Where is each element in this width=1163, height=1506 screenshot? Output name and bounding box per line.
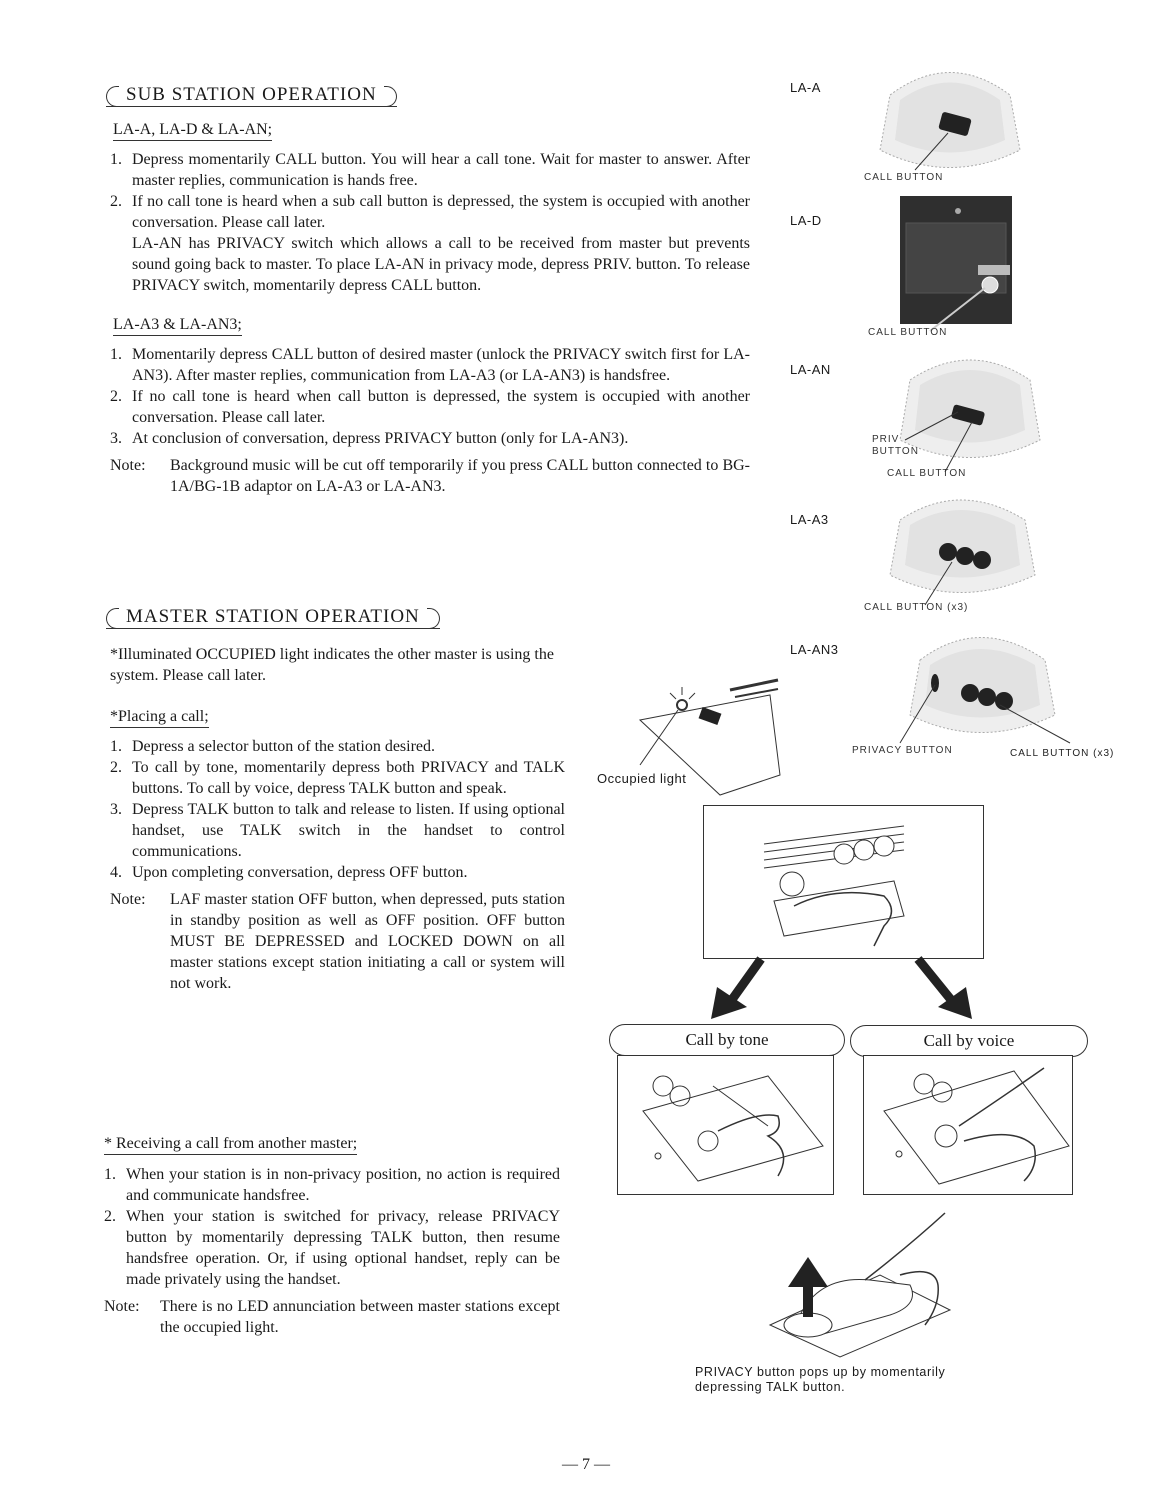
receiving-call-note — [104, 1296, 560, 1338]
sub-station-title-text: SUB STATION OPERATION — [126, 84, 377, 105]
hand-pressing-buttons-illustration — [704, 806, 983, 958]
placing-call-note — [110, 889, 565, 994]
list-item — [110, 344, 750, 386]
privacy-popup-caption-line2: depressing TALK button. — [695, 1380, 846, 1394]
receiving-call-heading: * Receiving a call from another master; — [104, 1135, 357, 1155]
la-d-call-button-caption: CALL BUTTON — [868, 327, 948, 338]
item-text: When your station is in non-privacy position, no action is required and communicate handsfree. — [126, 1166, 560, 1204]
la-an-priv-button-text: PRIV BUTTON — [872, 434, 919, 457]
note-label: Note: — [110, 457, 146, 474]
list-item — [104, 1206, 560, 1290]
item-text: When your station is switched for privacy, release PRIVACY button by momentarily depressing TALK button, then resume handsfree operation. Or, if using optional handset, reply can be made privately using the handset. — [126, 1208, 560, 1288]
la-an3-call-button-caption: CALL BUTTON (x3) — [1010, 748, 1115, 759]
note-text: There is no LED annunciation between master stations except the occupied light. — [160, 1298, 560, 1336]
model-label-la-a: LA-A — [790, 80, 821, 95]
press-buttons-figure-frame — [703, 805, 984, 959]
list-item — [110, 386, 750, 428]
item-number: 2. — [110, 759, 122, 776]
call-by-voice-hand-illustration — [864, 1056, 1072, 1194]
la-an-station-illustration — [860, 340, 1060, 480]
privacy-popup-caption-line1: PRIVACY button pops up by momentarily — [695, 1365, 946, 1379]
list-item — [110, 862, 565, 883]
sub-group1-heading: LA-A, LA-D & LA-AN; — [113, 121, 272, 141]
item-text: To call by tone, momentarily depress both PRIVACY and TALK buttons. To call by voice, depress TALK button and speak. — [132, 759, 565, 797]
call-by-tone-hand-illustration — [618, 1056, 833, 1194]
item-number: 3. — [110, 801, 122, 818]
list-item — [110, 191, 750, 233]
call-by-voice-label — [850, 1025, 1088, 1057]
la-an3-privacy-button-caption: PRIVACY BUTTON — [852, 745, 953, 756]
la-d-station-illustration — [870, 193, 1020, 328]
master-station-title-text: MASTER STATION OPERATION — [126, 606, 420, 627]
privacy-popup-caption — [695, 1365, 945, 1395]
receiving-call-body — [104, 1164, 560, 1338]
placing-call-heading: *Placing a call; — [110, 708, 209, 728]
sub-group1-body — [110, 149, 750, 296]
item-number: 2. — [110, 388, 122, 405]
la-an3-station-illustration — [880, 615, 1080, 755]
la-a3-call-button-caption: CALL BUTTON (x3) — [864, 602, 969, 613]
arrow-to-call-by-voice — [910, 955, 980, 1025]
master-intro: *Illuminated OCCUPIED light indicates the other master is using the system. Please call later. — [110, 646, 554, 684]
sub-group2-heading: LA-A3 & LA-AN3; — [113, 316, 242, 336]
call-by-tone-label — [609, 1024, 845, 1056]
arrow-to-call-by-tone — [705, 955, 775, 1025]
list-item — [110, 149, 750, 191]
sub-group2-body — [110, 344, 750, 497]
list-item — [110, 736, 565, 757]
list-item — [110, 799, 565, 862]
item-number: 1. — [110, 738, 122, 755]
la-a-call-button-caption: CALL BUTTON — [864, 172, 944, 183]
la-a-station-illustration — [860, 55, 1040, 185]
item-text: At conclusion of conversation, depress PRIVACY button (only for LA-AN3). — [132, 430, 629, 447]
model-label-la-d: LA-D — [790, 213, 822, 228]
item-text: Momentarily depress CALL button of desired master (unlock the PRIVACY switch first for LA-AN3). After master replies, communication from LA-A3 (or LA-AN3) is handsfree. — [132, 346, 750, 384]
item-number: 3. — [110, 430, 122, 447]
occupied-light-caption: Occupied light — [597, 771, 687, 786]
item-text: Depress TALK button to talk and release to listen. If using optional handset, use TALK switch in the handset to control communications. — [132, 801, 565, 860]
la-an-priv-button-caption — [872, 434, 932, 458]
item-number: 2. — [104, 1208, 116, 1225]
list-item — [110, 428, 750, 449]
item-text: If no call tone is heard when a sub call button is depressed, the system is occupied with another conversation. Please call later. — [132, 193, 750, 231]
call-by-tone-text: Call by tone — [685, 1030, 769, 1049]
list-item — [104, 1164, 560, 1206]
item-text: Upon completing conversation, depress OFF button. — [132, 864, 468, 881]
note-label: Note: — [104, 1298, 140, 1315]
call-by-voice-text: Call by voice — [923, 1031, 1015, 1050]
la-an-privacy-paragraph: LA-AN has PRIVACY switch which allows a call to be received from master but prevents sound going back to master. To place LA-AN in privacy mode, depress PRIV. button. To release PRIVACY switch, momentarily depress CALL button. — [132, 235, 750, 294]
page-number: — 7 — — [562, 1456, 610, 1473]
item-number: 2. — [110, 193, 122, 210]
item-number: 1. — [104, 1166, 116, 1183]
item-text: Depress a selector button of the station desired. — [132, 738, 436, 755]
note-text: LAF master station OFF button, when depressed, puts station in standby position as well as OFF position. OFF button MUST BE DEPRESSED and LOCKED DOWN on all master stations except station initiating a call or system will not work. — [170, 891, 565, 992]
call-by-voice-figure-frame — [863, 1055, 1073, 1195]
la-a3-station-illustration — [860, 480, 1060, 610]
note-label: Note: — [110, 891, 146, 908]
sub-group2-note — [110, 455, 750, 497]
la-an-call-button-caption: CALL BUTTON — [887, 468, 967, 479]
note-text: Background music will be cut off temporarily if you press CALL button connected to BG-1A/BG-1B adaptor on LA-A3 or LA-AN3. — [170, 457, 750, 495]
item-number: 4. — [110, 864, 122, 881]
list-item — [110, 757, 565, 799]
model-label-la-a3: LA-A3 — [790, 512, 829, 527]
item-text: If no call tone is heard when call button is depressed, the system is occupied with another conversation. Please call later. — [132, 388, 750, 426]
placing-call-body — [110, 736, 565, 994]
call-by-tone-figure-frame — [617, 1055, 834, 1195]
master-station-title — [106, 604, 440, 629]
item-number: 1. — [110, 151, 122, 168]
model-label-la-an: LA-AN — [790, 362, 831, 377]
item-number: 1. — [110, 346, 122, 363]
model-label-la-an3: LA-AN3 — [790, 642, 839, 657]
sub-station-title — [106, 82, 397, 107]
item-text: Depress momentarily CALL button. You will hear a call tone. Wait for master to answer. After master replies, communication is hands free. — [132, 151, 750, 189]
privacy-button-popup-illustration — [760, 1205, 960, 1360]
